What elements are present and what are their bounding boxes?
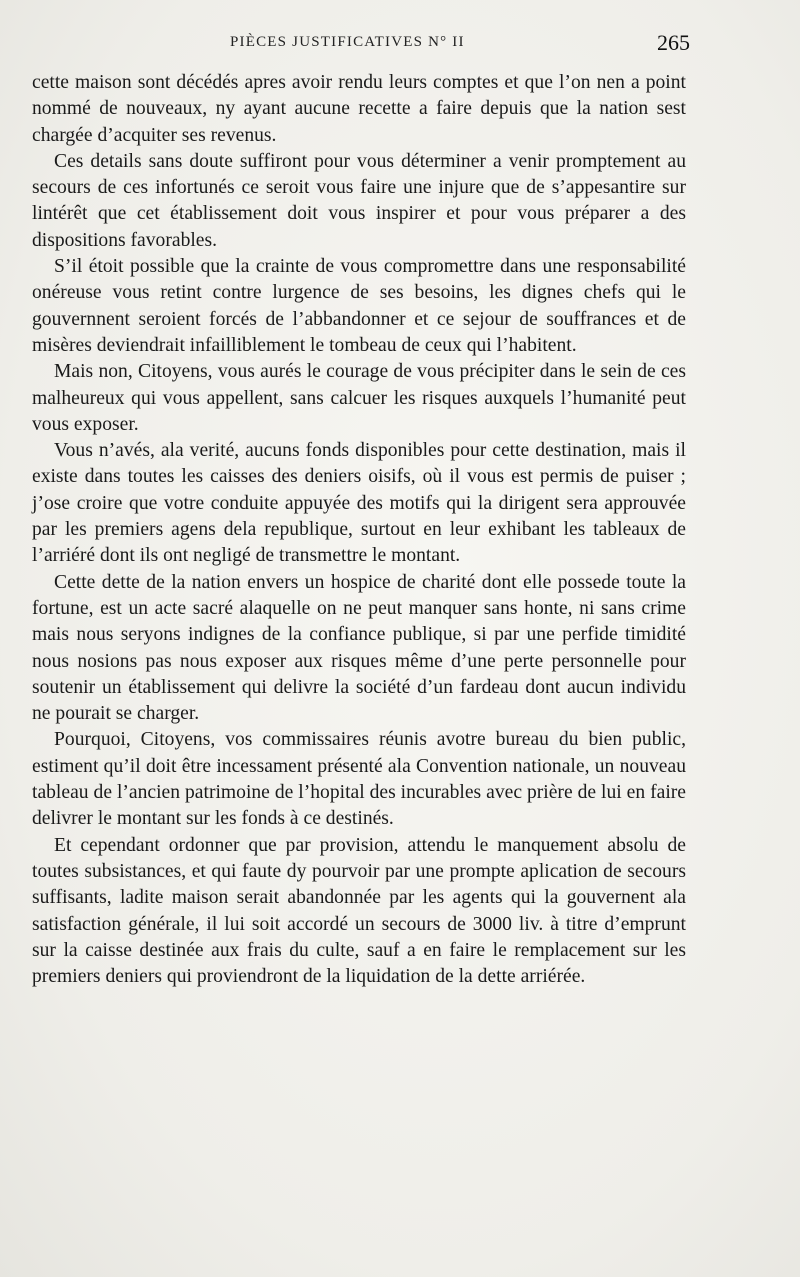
paragraph: Et cependant ordonner que par provision, attendu le manquement absolu de toutes subsistances, et qui faute dy pourvoir par une prompte aplication de secours suffisants, ladite maison serait abandonnée par les agents qui la gouvernent ala satisfaction générale, il lui soit accordé un secours de 3000 liv. à titre d’emprunt sur la caisse destinée aux frais du culte, sauf a en faire le remplacement sur les premiers deniers qui proviendront de la liquidation de la dette arriérée. (32, 834, 686, 988)
paragraph: Mais non, Citoyens, vous aurés le courage de vous précipiter dans le sein de ces malheureux qui vous appellent, sans calcuer les risques auxquels l’humanité peut vous exposer. (32, 361, 686, 435)
paragraph: Cette dette de la nation envers un hospice de charité dont elle possede toute la fortune, est un acte sacré alaquelle on ne peut manquer sans honte, ni sans crime mais nous seryons indignes de la confiance publique, si par une perfide timidité nous nosions pas nous exposer aux risques même d’une perte personnelle pour soutenir un établissement qui delivre la société d’un fardeau dont aucun individu ne pourait se charger. (32, 571, 686, 725)
running-head: PIÈCES JUSTIFICATIVES N° II (230, 34, 465, 50)
paragraph: Pourquoi, Citoyens, vos commissaires réunis avotre bureau du bien public, estiment qu’il doit être incessament présenté ala Convention nationale, un nouveau tableau de l’ancien patrimoine de l’hopital des incurables avec prière de lui en faire delivrer le montant sur les fonds à ce destinés. (32, 729, 686, 830)
paragraph: Ces details sans doute suffiront pour vous déterminer a venir promptement au secours de ces infortunés ce seroit vous faire une injure que de s’appesantire sur lintérêt que cet établissement doit vous inspirer et pour vous préparer a des dispositions favorables. (32, 150, 686, 251)
body-text (32, 70, 686, 990)
paragraph: cette maison sont décédés apres avoir rendu leurs comptes et que l’on nen a point nommé de nouveaux, ny ayant aucune recette a faire depuis que la nation sest chargée d’acquiter ses revenus. (32, 72, 686, 146)
paragraph: S’il étoit possible que la crainte de vous compromettre dans une responsabilité onéreuse vous retint contre lurgence de ses besoins, les dignes chefs qui le gouvernnent seroient forcés de l’abbandonner et ce sejour de souffrances et de misères deviendrait infailliblement le tombeau de ceux qui l’habitent. (32, 256, 686, 356)
paragraph: Vous n’avés, ala verité, aucuns fonds disponibles pour cette destination, mais il existe dans toutes les caisses des deniers oisifs, où il vous est permis de puiser ; j’ose croire que votre conduite appuyée des motifs qui la dirigent sera approuvée par les premiers agens dela republique, surtout en leur exhibant les tableaux de l’arriéré dont ils ont negligé de transmettre le montant. (32, 440, 686, 567)
page-header (30, 30, 690, 58)
page-number: 265 (657, 30, 690, 55)
